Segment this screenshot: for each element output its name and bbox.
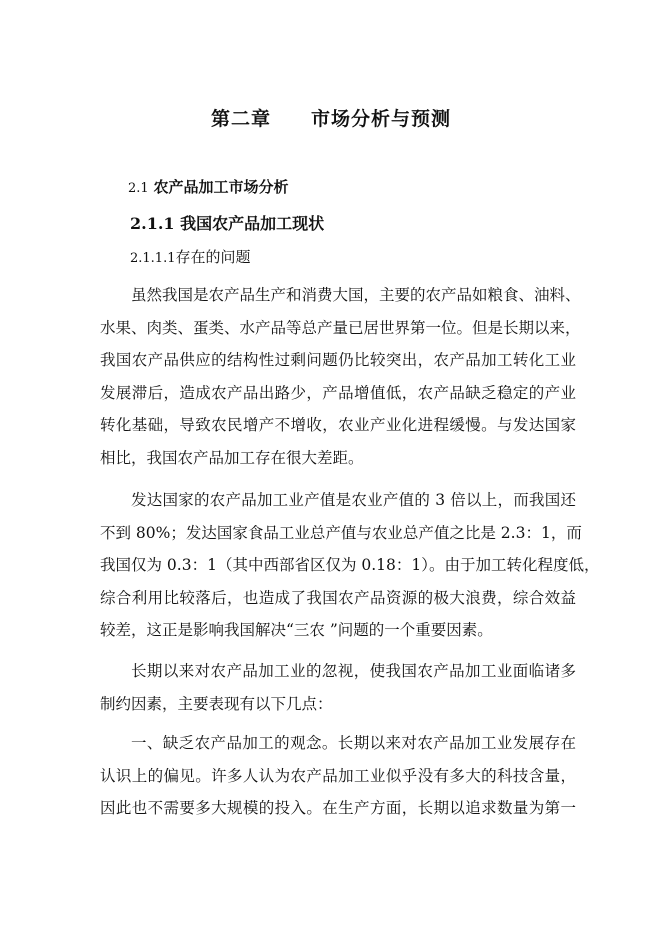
subsubsection-title: 存在的问题 bbox=[175, 248, 251, 266]
subsubsection-number: 2.1.1.1 bbox=[130, 251, 176, 266]
paragraph-line: 水果、肉类、蛋类、水产品等总产量已居世界第一位。但是长期以来， bbox=[100, 318, 581, 337]
paragraph-line: 制约因素，主要表现有以下几点： bbox=[100, 694, 333, 713]
paragraph-line: 较差，这正是影响我国解决“三农 ”问题的一个重要因素。 bbox=[100, 621, 493, 639]
paragraph-2 bbox=[100, 484, 600, 647]
section-heading bbox=[128, 176, 288, 197]
paragraph-line: 发展滞后，造成农产品出路少，产品增值低，农产品缺乏稳定的产业 bbox=[100, 383, 576, 402]
subsection-heading: 2.1.1 我国农产品加工现状 bbox=[130, 214, 325, 233]
paragraph-line: 我国仅为 0.3：1（其中西部省区仅为 0.18：1）。由于加工转化程度低， bbox=[100, 556, 600, 574]
paragraph-line: 因此也不需要多大规模的投入。在生产方面，长期以追求数量为第一 bbox=[100, 799, 576, 817]
paragraph-line: 认识上的偏见。许多人认为农产品加工业似乎没有多大的科技含量， bbox=[100, 766, 576, 785]
paragraph-1 bbox=[100, 279, 581, 474]
paragraph-line: 我国农产品供应的结构性过剩问题仍比较突出，农产品加工转化工业 bbox=[100, 351, 576, 369]
subsubsection-heading bbox=[130, 246, 251, 267]
paragraph-line: 转化基础，导致农民增产不增收，农业产业化进程缓慢。与发达国家 bbox=[100, 416, 576, 434]
paragraph-line: 综合利用比较落后，也造成了我国农产品资源的极大浪费，综合效益 bbox=[100, 588, 576, 607]
paragraph-line: 长期以来对农产品加工业的忽视，使我国农产品加工业面临诸多 bbox=[131, 662, 576, 680]
section-number: 2.1 bbox=[128, 181, 149, 196]
paragraph-3 bbox=[100, 655, 576, 720]
paragraph-line: 相比，我国农产品加工存在很大差距。 bbox=[100, 448, 364, 467]
paragraph-line: 不到 80%；发达国家食品工业总产值与农业总产值之比是 2.3：1，而 bbox=[100, 523, 582, 542]
paragraph-line: 发达国家的农产品加工业产值是农业产值的 3 倍以上，而我国还 bbox=[131, 491, 576, 509]
paragraph-line: 一、缺乏农产品加工的观念。长期以来对农产品加工业发展存在 bbox=[131, 734, 576, 752]
paragraph-line: 虽然我国是农产品生产和消费大国，主要的农产品如粮食、油料、 bbox=[131, 286, 581, 304]
chapter-title: 第二章 市场分析与预测 bbox=[210, 108, 451, 130]
paragraph-4 bbox=[100, 727, 576, 825]
section-title: 农产品加工市场分析 bbox=[153, 178, 289, 196]
